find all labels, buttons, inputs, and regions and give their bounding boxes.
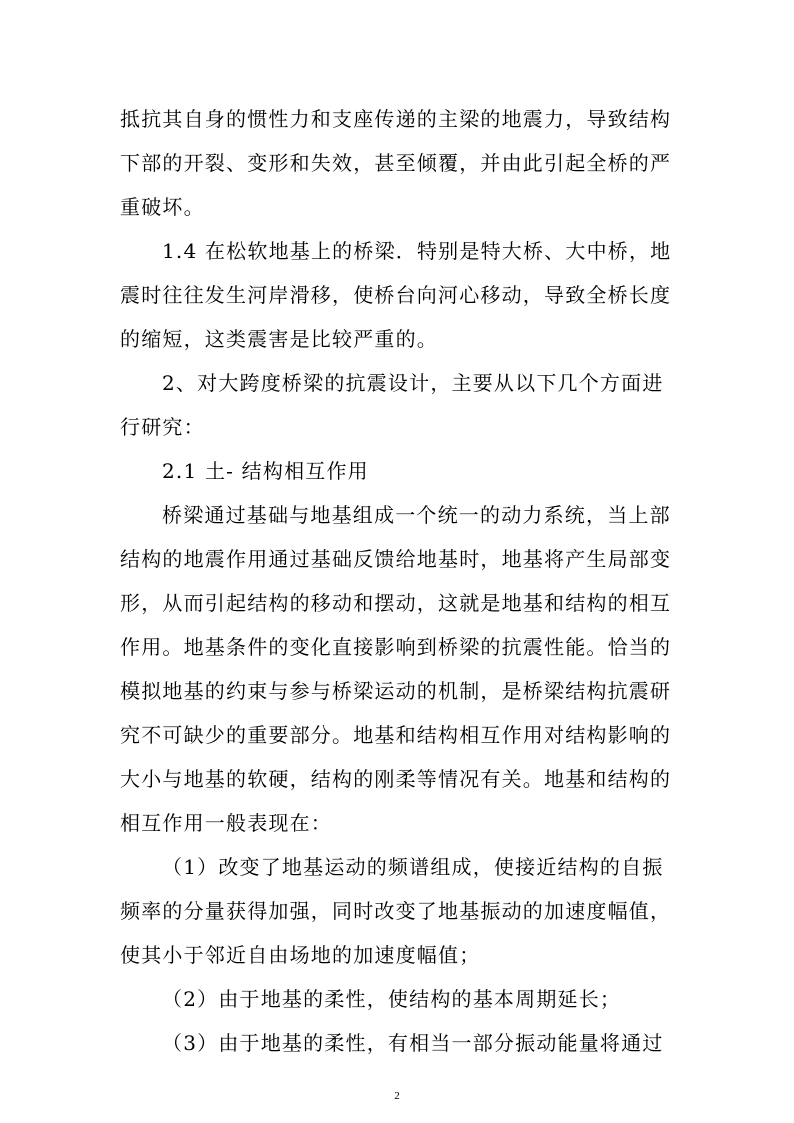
text-line: 形，从而引起结构的移动和摆动，这就是地基和结构的相互 xyxy=(120,591,672,615)
text-line: 2、对大跨度桥梁的抗震设计，主要从以下几个方面进 xyxy=(162,371,664,395)
text-line: 相互作用一般表现在： xyxy=(120,811,332,835)
list-item: （2）由于地基的柔性，使结构的基本周期延长； xyxy=(162,987,622,1011)
text-line: 重破坏。 xyxy=(120,195,205,219)
text-line: 模拟地基的约束与参与桥梁运动的机制，是桥梁结构抗震研 xyxy=(120,679,672,703)
text-line: 下部的开裂、变形和失效，甚至倾覆，并由此引起全桥的严 xyxy=(120,151,672,175)
text-line: 作用。地基条件的变化直接影响到桥梁的抗震性能。恰当的 xyxy=(120,635,672,659)
text-line: 桥梁通过基础与地基组成一个统一的动力系统，当上部 xyxy=(162,503,671,527)
text-line: 的缩短，这类震害是比较严重的。 xyxy=(120,327,438,351)
text-line: 震时往往发生河岸滑移，使桥台向河心移动，导致全桥长度 xyxy=(120,283,672,307)
list-item: （1）改变了地基运动的频谱组成，使接近结构的自振 xyxy=(162,855,664,879)
text-line: 频率的分量获得加强，同时改变了地基振动的加速度幅值， xyxy=(120,899,672,923)
text-line: 究不可缺少的重要部分。地基和结构相互作用对结构影响的 xyxy=(120,723,672,747)
text-line: 大小与地基的软硬，结构的刚柔等情况有关。地基和结构的 xyxy=(120,767,672,791)
text-line: 结构的地震作用通过基础反馈给地基时，地基将产生局部变 xyxy=(120,547,672,571)
section-heading: 2.1 土- 结构相互作用 xyxy=(162,459,369,483)
text-line: 行研究： xyxy=(120,415,205,439)
page-number: 2 xyxy=(394,1090,400,1102)
text-line: 使其小于邻近自由场地的加速度幅值； xyxy=(120,943,481,967)
text-line: 抵抗其自身的惯性力和支座传递的主梁的地震力，导致结构 xyxy=(120,107,672,131)
list-item: （3）由于地基的柔性，有相当一部分振动能量将通过 xyxy=(162,1031,664,1055)
text-line: 1.4 在松软地基上的桥梁．特别是特大桥、大中桥，地 xyxy=(162,239,672,263)
